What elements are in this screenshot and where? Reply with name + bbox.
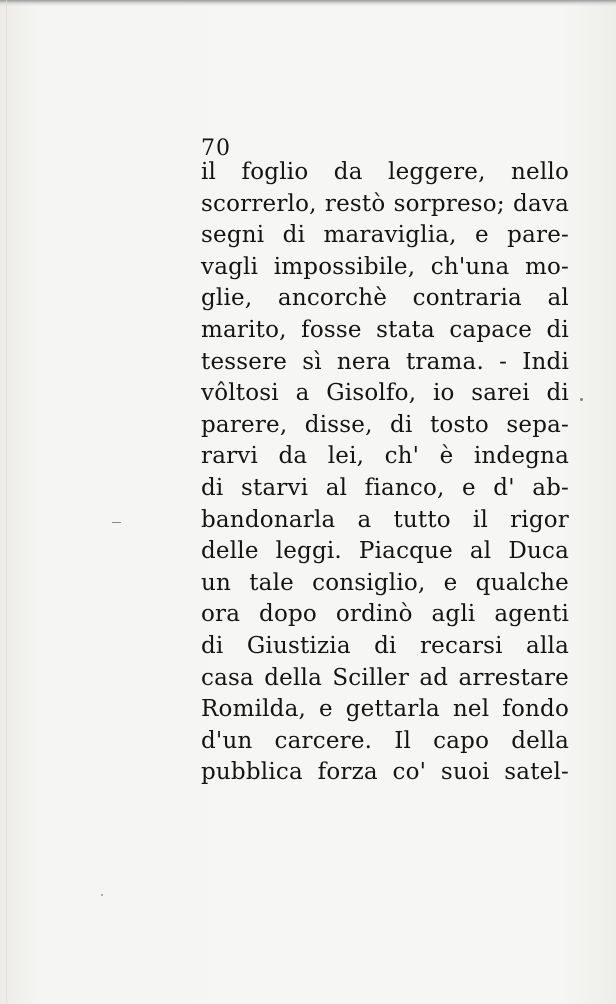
text-line: ora dopo ordinò agli agenti xyxy=(201,601,569,628)
text-line: un tale consiglio, e qualche xyxy=(201,569,569,596)
text-line: il foglio da leggere, nello xyxy=(201,159,569,185)
text-line: vagli impossibile, ch'una mo- xyxy=(201,253,569,280)
text-line: di Giustizia di recarsi alla xyxy=(201,632,569,659)
text-line: segni di maraviglia, e pare- xyxy=(201,222,569,249)
text-line: bandonarla a tutto il rigor xyxy=(201,506,569,533)
text-line: d'un carcere. Il capo della xyxy=(201,727,569,754)
text-line: delle leggi. Piacque al Duca xyxy=(201,538,569,565)
text-line: casa della Sciller ad arrestare xyxy=(201,664,569,691)
margin-dot xyxy=(580,398,583,401)
text-line: vôltosi a Gisolfo, io sarei di xyxy=(201,380,569,407)
page-number: 70 xyxy=(201,136,231,161)
text-line: scorrerlo, restò sorpreso; dava xyxy=(201,190,569,217)
page-top-edge xyxy=(0,0,616,6)
margin-ink-mark xyxy=(112,522,121,523)
text-line: parere, disse, di tosto sepa- xyxy=(201,411,569,438)
text-line: marito, fosse stata capace di xyxy=(201,316,569,343)
text-line: tessere sì nera trama. - Indi xyxy=(201,348,569,375)
text-line: pubblica forza co' suoi satel- xyxy=(201,759,569,786)
text-line: Romilda, e gettarla nel fondo xyxy=(201,696,569,723)
binding-edge-line xyxy=(6,0,7,1004)
text-line: di starvi al fianco, e d' ab- xyxy=(201,474,569,501)
margin-speck xyxy=(101,894,103,896)
text-line: glie, ancorchè contraria al xyxy=(201,285,569,312)
text-line: rarvi da lei, ch' è indegna xyxy=(201,443,569,470)
body-text xyxy=(201,157,569,789)
